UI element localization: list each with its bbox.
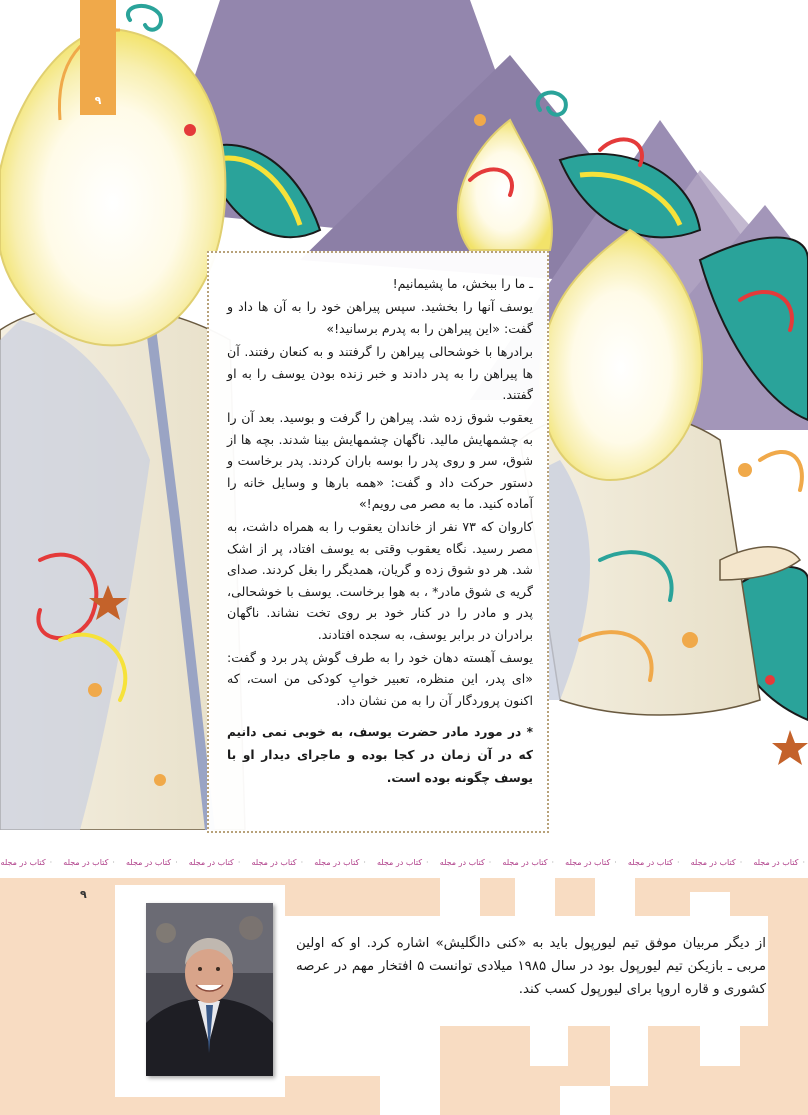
story-paragraph: یوسف آهسته دهان خود را به طرف گوش پدر برد و گفت: «ای پدر، این منظره، تعبیر خوابِ کودکی من است، که اکنون پروردگار آن را به من نشان داد. bbox=[227, 649, 533, 708]
story-paragraph: یوسف آنها را بخشید. سپس پیراهن خود را به آن ها داد و گفت: «این پیراهن را به پدرم برسانید!» bbox=[227, 299, 533, 336]
ticker-item: · کتاب در مجله bbox=[63, 858, 115, 867]
bio-text-block bbox=[296, 932, 766, 1001]
story-paragraph: کاروان که ۷۳ نفر از خاندان یعقوب را به همراه داشت، به مصر رسید. نگاه یعقوب وقتی به یوسف افتاد، پر از اشک شد. هر دو شوق زده و گریان، همدیگر را بغل کردند. صدای گریه ی شوق مادر* ، به هوا برخاست. یوسف با خوشحالی، پدر و مادر را در کنار خود بر روی تخت نشاند. ناگهان برادران در برابر یوسف، به سجده افتادند. bbox=[227, 519, 533, 642]
story-paragraph: یعقوب شوق زده شد. پیراهن را گرفت و بوسید. بعد آن را به چشمهایش مالید. ناگهان چشمهایش بینا شدند. بچه ها از شوق، سر و روی پدر را بوسه باران کردند. پدر برخاست و دستور حرکت داد و گفت: «همه بارها و وسایل خانه را آماده کنید. ما به مصر می رویم!» bbox=[227, 410, 533, 512]
story-footnote: * در مورد مادر حضرت یوسف، به خوبی نمی دانیم که در آن زمان در کجا بوده و ماجرای دیدار او با یوسف چگونه بوده است. bbox=[227, 725, 533, 786]
ticker-item: · کتاب در مجله bbox=[502, 858, 554, 867]
page-number-tab bbox=[80, 0, 116, 115]
bottom-page-number: ۹ bbox=[80, 888, 87, 901]
ticker-item: · کتاب در مجله bbox=[440, 858, 492, 867]
coach-photo bbox=[146, 903, 273, 1076]
ticker-item: · کتاب در مجله bbox=[565, 858, 617, 867]
story-text-box bbox=[207, 251, 549, 833]
ticker-item: · کتاب در مجله bbox=[691, 858, 743, 867]
ticker-item: · کتاب در مجله bbox=[753, 858, 805, 867]
ticker-item: · کتاب در مجله bbox=[314, 858, 366, 867]
ticker-strip bbox=[0, 850, 808, 872]
page-number: ۹ bbox=[94, 94, 102, 107]
story-paragraph: برادرها با خوشحالی پیراهن را گرفتند و به کنعان رفتند. آن ها پیراهن را به پدر دادند و خبر زنده بودن یوسف را به او گفتند. bbox=[227, 344, 533, 403]
ticker-item: · کتاب در مجله bbox=[377, 858, 429, 867]
ticker-item: · کتاب در مجله bbox=[1, 858, 53, 867]
story-paragraph: ـ ما را ببخش، ما پشیمانیم! bbox=[392, 276, 533, 291]
ticker-item: · کتاب در مجله bbox=[628, 858, 680, 867]
ticker-item: · کتاب در مجله bbox=[126, 858, 178, 867]
bio-text: از دیگر مربیان موفق تیم لیورپول باید به «کنی دالگلیش» اشاره کرد. او که اولین مربی ـ بازیکن تیم لیورپول بود در سال ۱۹۸۵ میلادی توانست ۵ افتخار مهم در عرصه کشوری و قاره اروپا برای لیورپول کسب کند. bbox=[296, 936, 766, 997]
ticker-item: · کتاب در مجله bbox=[251, 858, 303, 867]
ticker-item: · کتاب در مجله bbox=[189, 858, 241, 867]
